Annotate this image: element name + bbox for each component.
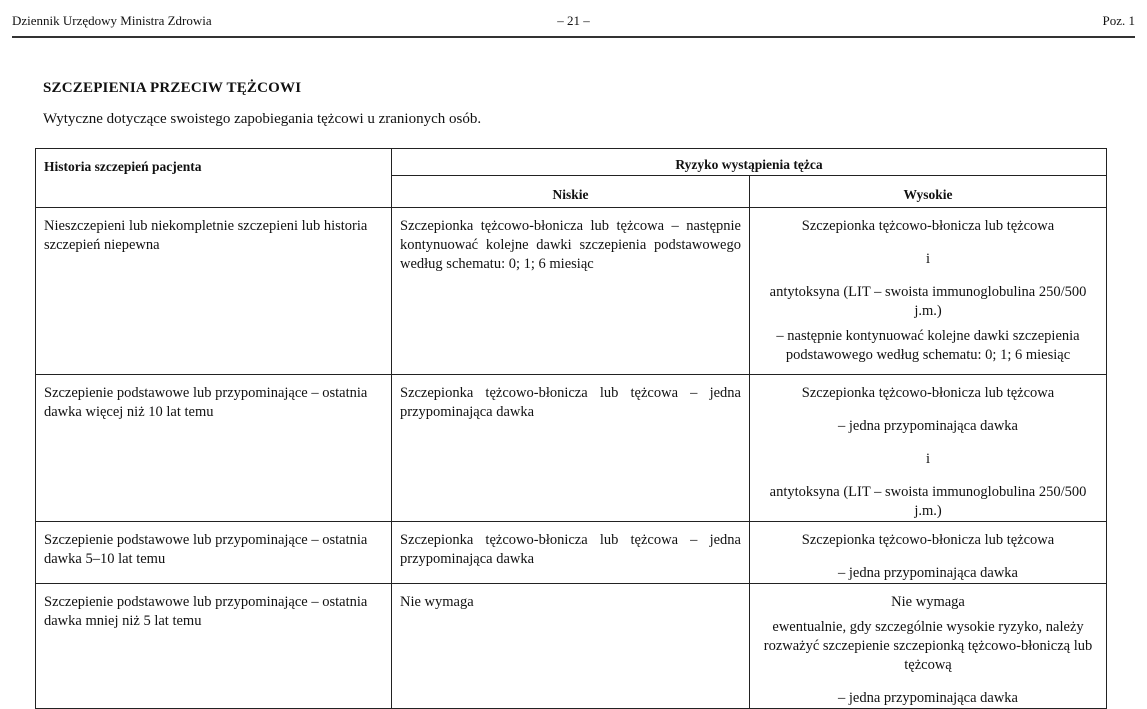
low-risk-cell: Szczepionka tężcowo-błonicza lub tężcowa – jedna przypominająca dawka	[392, 522, 750, 584]
section-subtitle: Wytyczne dotyczące swoistego zapobiegania tężcowi u zranionych osób.	[43, 111, 482, 127]
table-row	[36, 584, 1107, 709]
table-row	[36, 375, 1107, 522]
page-number: – 21 –	[557, 13, 590, 28]
header-high: Wysokie	[750, 176, 1107, 208]
journal-name: Dziennik Urzędowy Ministra Zdrowia	[12, 13, 212, 28]
page-header	[12, 0, 1135, 38]
high-risk-line: – jedna przypominająca dawka	[838, 565, 1018, 581]
high-risk-line: – jedna przypominająca dawka	[838, 690, 1018, 706]
history-cell: Szczepienie podstawowe lub przypominające – ostatnia dawka 5–10 lat temu	[36, 522, 392, 584]
table-row	[36, 522, 1107, 584]
high-risk-line: ewentualnie, gdy szczególnie wysokie ryzyko, należy rozważyć szczepienie szczepionką tężcowo-błoniczą lub tężcową	[763, 619, 1093, 673]
high-risk-line: – jedna przypominająca dawka	[838, 418, 1018, 434]
header-history: Historia szczepień pacjenta	[36, 149, 392, 208]
history-cell: Szczepienie podstawowe lub przypominające – ostatnia dawka więcej niż 10 lat temu	[36, 375, 392, 522]
high-risk-line: antytoksyna (LIT – swoista immunoglobulina 250/500 j.m.)	[769, 484, 1087, 519]
table-header-row	[36, 149, 1107, 176]
table-row	[36, 208, 1107, 375]
high-risk-line: – następnie kontynuować kolejne dawki szczepienia podstawowego według schematu: 0; 1; 6 miesiąc	[776, 328, 1080, 363]
header-risk-group: Ryzyko wystąpienia tężca	[392, 149, 1107, 176]
history-cell: Nieszczepieni lub niekompletnie szczepieni lub historia szczepień niepewna	[36, 208, 392, 375]
high-risk-line: Nie wymaga	[891, 594, 965, 610]
high-risk-line: i	[925, 451, 931, 467]
high-risk-line: Szczepionka tężcowo-błonicza lub tężcowa	[801, 385, 1055, 401]
header-low: Niskie	[392, 176, 750, 208]
high-risk-cell	[750, 584, 1107, 709]
section-title: SZCZEPIENIA PRZECIW TĘŻCOWI	[43, 80, 302, 96]
high-risk-cell	[750, 375, 1107, 522]
position-number: Poz. 1	[1102, 13, 1135, 28]
high-risk-line: antytoksyna (LIT – swoista immunoglobulina 250/500 j.m.)	[769, 284, 1087, 319]
high-risk-line: Szczepionka tężcowo-błonicza lub tężcowa	[801, 532, 1055, 548]
high-risk-cell	[750, 208, 1107, 375]
low-risk-cell: Szczepionka tężcowo-błonicza lub tężcowa – jedna przypominająca dawka	[392, 375, 750, 522]
high-risk-line: Szczepionka tężcowo-błonicza lub tężcowa	[801, 218, 1055, 234]
low-risk-cell: Szczepionka tężcowo-błonicza lub tężcowa – następnie kontynuować kolejne dawki szczepienia podstawowego według schematu: 0; 1; 6 miesiąc	[392, 208, 750, 375]
history-cell: Szczepienie podstawowe lub przypominające – ostatnia dawka mniej niż 5 lat temu	[36, 584, 392, 709]
high-risk-line: i	[925, 251, 931, 267]
high-risk-cell	[750, 522, 1107, 584]
tetanus-guidelines-table	[35, 148, 1107, 709]
low-risk-cell: Nie wymaga	[392, 584, 750, 709]
